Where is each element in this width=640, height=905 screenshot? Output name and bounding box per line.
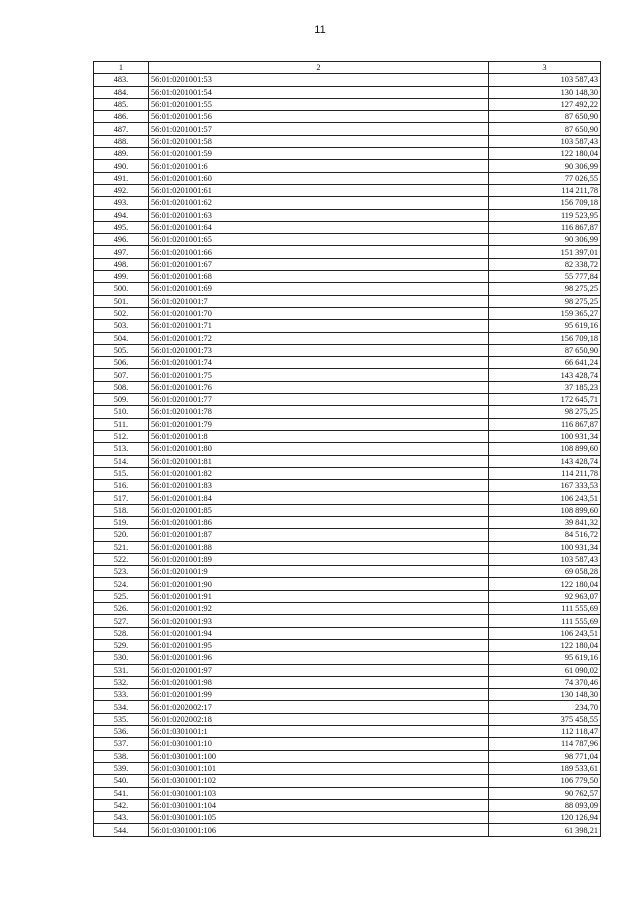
cadastral-number-cell: 56:01:0202002:18: [149, 713, 489, 725]
row-number-cell: 507.: [94, 369, 149, 381]
row-number-cell: 505.: [94, 344, 149, 356]
row-number-cell: 528.: [94, 627, 149, 639]
table-row: [94, 148, 601, 160]
table-row: [94, 541, 601, 553]
row-number-cell: 523.: [94, 566, 149, 578]
value-cell: 87 650,90: [489, 111, 601, 123]
row-number-cell: 499.: [94, 271, 149, 283]
cadastral-number-cell: 56:01:0201001:81: [149, 455, 489, 467]
value-cell: 61 090,02: [489, 664, 601, 676]
table-row: [94, 762, 601, 774]
value-cell: 82 338,72: [489, 258, 601, 270]
cadastral-number-cell: 56:01:0201001:9: [149, 566, 489, 578]
table-row: [94, 492, 601, 504]
cadastral-number-cell: 56:01:0201001:89: [149, 553, 489, 565]
cadastral-number-cell: 56:01:0201001:56: [149, 111, 489, 123]
table-row: [94, 295, 601, 307]
cadastral-number-cell: 56:01:0201001:98: [149, 676, 489, 688]
cadastral-number-cell: 56:01:0201001:68: [149, 271, 489, 283]
value-cell: 106 243,51: [489, 627, 601, 639]
table-row: [94, 726, 601, 738]
row-number-cell: 484.: [94, 86, 149, 98]
row-number-cell: 543.: [94, 812, 149, 824]
column-header-1: 1: [94, 62, 149, 74]
cadastral-number-cell: 56:01:0201001:78: [149, 406, 489, 418]
value-cell: 98 771,04: [489, 750, 601, 762]
value-cell: 66 641,24: [489, 357, 601, 369]
row-number-cell: 493.: [94, 197, 149, 209]
value-cell: 87 650,90: [489, 344, 601, 356]
value-cell: 120 126,94: [489, 812, 601, 824]
cadastral-number-cell: 56:01:0201001:71: [149, 320, 489, 332]
table-row: [94, 74, 601, 86]
row-number-cell: 485.: [94, 98, 149, 110]
cadastral-number-cell: 56:01:0201001:93: [149, 615, 489, 627]
value-cell: 77 026,55: [489, 172, 601, 184]
table-row: [94, 480, 601, 492]
value-cell: 122 180,04: [489, 578, 601, 590]
value-cell: 37 185,23: [489, 381, 601, 393]
cadastral-number-cell: 56:01:0201001:63: [149, 209, 489, 221]
cadastral-number-cell: 56:01:0201001:82: [149, 467, 489, 479]
row-number-cell: 537.: [94, 738, 149, 750]
table-row: [94, 344, 601, 356]
value-cell: 112 118,47: [489, 726, 601, 738]
table-row: [94, 578, 601, 590]
value-cell: 127 492,22: [489, 98, 601, 110]
value-cell: 130 148,30: [489, 86, 601, 98]
table-row: [94, 418, 601, 430]
table-row: [94, 184, 601, 196]
row-number-cell: 540.: [94, 775, 149, 787]
row-number-cell: 521.: [94, 541, 149, 553]
cadastral-number-cell: 56:01:0301001:103: [149, 787, 489, 799]
row-number-cell: 502.: [94, 307, 149, 319]
value-cell: 119 523,95: [489, 209, 601, 221]
row-number-cell: 532.: [94, 676, 149, 688]
row-number-cell: 508.: [94, 381, 149, 393]
cadastral-number-cell: 56:01:0301001:102: [149, 775, 489, 787]
cadastral-number-cell: 56:01:0201001:65: [149, 234, 489, 246]
row-number-cell: 531.: [94, 664, 149, 676]
table-row: [94, 504, 601, 516]
cadastral-number-cell: 56:01:0301001:105: [149, 812, 489, 824]
cadastral-number-cell: 56:01:0301001:101: [149, 762, 489, 774]
row-number-cell: 542.: [94, 799, 149, 811]
table-row: [94, 320, 601, 332]
page-number: 11: [314, 24, 326, 36]
row-number-cell: 520.: [94, 529, 149, 541]
value-cell: 100 931,34: [489, 541, 601, 553]
table-row: [94, 271, 601, 283]
table-row: [94, 615, 601, 627]
row-number-cell: 518.: [94, 504, 149, 516]
cadastral-number-cell: 56:01:0201001:94: [149, 627, 489, 639]
cadastral-number-cell: 56:01:0201001:80: [149, 443, 489, 455]
table-row: [94, 406, 601, 418]
table-row: [94, 787, 601, 799]
value-cell: 151 397,01: [489, 246, 601, 258]
value-cell: 122 180,04: [489, 639, 601, 651]
cadastral-number-cell: 56:01:0301001:104: [149, 799, 489, 811]
table-row: [94, 603, 601, 615]
table-row: [94, 455, 601, 467]
table-row: [94, 234, 601, 246]
table-row: [94, 332, 601, 344]
cadastral-number-cell: 56:01:0201001:61: [149, 184, 489, 196]
row-number-cell: 506.: [94, 357, 149, 369]
row-number-cell: 544.: [94, 824, 149, 836]
table-row: [94, 689, 601, 701]
value-cell: 95 619,16: [489, 652, 601, 664]
value-cell: 108 899,60: [489, 443, 601, 455]
table-row: [94, 738, 601, 750]
value-cell: 103 587,43: [489, 74, 601, 86]
row-number-cell: 512.: [94, 430, 149, 442]
cadastral-value-table: [93, 61, 601, 837]
cadastral-number-cell: 56:01:0201001:84: [149, 492, 489, 504]
table-header-row: [94, 62, 601, 74]
value-cell: 103 587,43: [489, 553, 601, 565]
value-cell: 98 275,25: [489, 406, 601, 418]
value-cell: 84 516,72: [489, 529, 601, 541]
table-row: [94, 701, 601, 713]
row-number-cell: 500.: [94, 283, 149, 295]
value-cell: 167 333,53: [489, 480, 601, 492]
table-row: [94, 443, 601, 455]
column-header-3: 3: [489, 62, 601, 74]
cadastral-number-cell: 56:01:0201001:79: [149, 418, 489, 430]
cadastral-number-cell: 56:01:0201001:62: [149, 197, 489, 209]
cadastral-number-cell: 56:01:0201001:69: [149, 283, 489, 295]
value-cell: 55 777,84: [489, 271, 601, 283]
value-cell: 90 762,57: [489, 787, 601, 799]
cadastral-number-cell: 56:01:0201001:75: [149, 369, 489, 381]
table-row: [94, 775, 601, 787]
value-cell: 116 867,87: [489, 221, 601, 233]
table-row: [94, 135, 601, 147]
cadastral-number-cell: 56:01:0201001:60: [149, 172, 489, 184]
value-cell: 61 398,21: [489, 824, 601, 836]
value-cell: 98 275,25: [489, 283, 601, 295]
row-number-cell: 504.: [94, 332, 149, 344]
row-number-cell: 515.: [94, 467, 149, 479]
row-number-cell: 538.: [94, 750, 149, 762]
row-number-cell: 492.: [94, 184, 149, 196]
row-number-cell: 510.: [94, 406, 149, 418]
cadastral-number-cell: 56:01:0201001:55: [149, 98, 489, 110]
table-row: [94, 197, 601, 209]
row-number-cell: 509.: [94, 394, 149, 406]
value-cell: 114 787,96: [489, 738, 601, 750]
row-number-cell: 498.: [94, 258, 149, 270]
cadastral-number-cell: 56:01:0201001:90: [149, 578, 489, 590]
value-cell: 130 148,30: [489, 689, 601, 701]
row-number-cell: 536.: [94, 726, 149, 738]
table-row: [94, 123, 601, 135]
cadastral-number-cell: 56:01:0201001:85: [149, 504, 489, 516]
cadastral-number-cell: 56:01:0201001:54: [149, 86, 489, 98]
cadastral-number-cell: 56:01:0201001:8: [149, 430, 489, 442]
column-header-2: 2: [149, 62, 489, 74]
cadastral-number-cell: 56:01:0201001:77: [149, 394, 489, 406]
value-cell: 143 428,74: [489, 369, 601, 381]
table-row: [94, 98, 601, 110]
table-row: [94, 799, 601, 811]
cadastral-number-cell: 56:01:0201001:83: [149, 480, 489, 492]
table-row: [94, 553, 601, 565]
cadastral-number-cell: 56:01:0201001:91: [149, 590, 489, 602]
table-row: [94, 258, 601, 270]
row-number-cell: 526.: [94, 603, 149, 615]
row-number-cell: 534.: [94, 701, 149, 713]
row-number-cell: 491.: [94, 172, 149, 184]
table-row: [94, 529, 601, 541]
table-row: [94, 307, 601, 319]
table-row: [94, 246, 601, 258]
row-number-cell: 527.: [94, 615, 149, 627]
value-cell: 106 243,51: [489, 492, 601, 504]
row-number-cell: 535.: [94, 713, 149, 725]
cadastral-number-cell: 56:01:0202002:17: [149, 701, 489, 713]
value-cell: 172 645,71: [489, 394, 601, 406]
row-number-cell: 486.: [94, 111, 149, 123]
row-number-cell: 525.: [94, 590, 149, 602]
row-number-cell: 516.: [94, 480, 149, 492]
cadastral-number-cell: 56:01:0201001:70: [149, 307, 489, 319]
table-row: [94, 430, 601, 442]
cadastral-number-cell: 56:01:0301001:10: [149, 738, 489, 750]
value-cell: 159 365,27: [489, 307, 601, 319]
cadastral-number-cell: 56:01:0201001:96: [149, 652, 489, 664]
cadastral-number-cell: 56:01:0301001:100: [149, 750, 489, 762]
value-cell: 143 428,74: [489, 455, 601, 467]
value-cell: 92 963,07: [489, 590, 601, 602]
cadastral-number-cell: 56:01:0201001:99: [149, 689, 489, 701]
row-number-cell: 490.: [94, 160, 149, 172]
table-row: [94, 652, 601, 664]
cadastral-number-cell: 56:01:0201001:88: [149, 541, 489, 553]
table-row: [94, 812, 601, 824]
value-cell: 88 093,09: [489, 799, 601, 811]
value-cell: 234,70: [489, 701, 601, 713]
cadastral-number-cell: 56:01:0301001:1: [149, 726, 489, 738]
row-number-cell: 511.: [94, 418, 149, 430]
cadastral-number-cell: 56:01:0201001:64: [149, 221, 489, 233]
table-row: [94, 86, 601, 98]
value-cell: 95 619,16: [489, 320, 601, 332]
cadastral-number-cell: 56:01:0201001:73: [149, 344, 489, 356]
value-cell: 111 555,69: [489, 603, 601, 615]
table-row: [94, 639, 601, 651]
cadastral-number-cell: 56:01:0201001:86: [149, 516, 489, 528]
table-row: [94, 713, 601, 725]
value-cell: 98 275,25: [489, 295, 601, 307]
table-row: [94, 824, 601, 836]
value-cell: 114 211,78: [489, 467, 601, 479]
row-number-cell: 495.: [94, 221, 149, 233]
table-row: [94, 221, 601, 233]
row-number-cell: 487.: [94, 123, 149, 135]
row-number-cell: 514.: [94, 455, 149, 467]
value-cell: 74 370,46: [489, 676, 601, 688]
row-number-cell: 488.: [94, 135, 149, 147]
table-row: [94, 357, 601, 369]
cadastral-number-cell: 56:01:0201001:76: [149, 381, 489, 393]
table-row: [94, 172, 601, 184]
value-cell: 156 709,18: [489, 332, 601, 344]
value-cell: 116 867,87: [489, 418, 601, 430]
row-number-cell: 496.: [94, 234, 149, 246]
table-row: [94, 627, 601, 639]
cadastral-number-cell: 56:01:0201001:57: [149, 123, 489, 135]
value-cell: 106 779,50: [489, 775, 601, 787]
row-number-cell: 483.: [94, 74, 149, 86]
cadastral-number-cell: 56:01:0201001:53: [149, 74, 489, 86]
value-cell: 103 587,43: [489, 135, 601, 147]
value-cell: 87 650,90: [489, 123, 601, 135]
value-cell: 69 058,28: [489, 566, 601, 578]
row-number-cell: 533.: [94, 689, 149, 701]
row-number-cell: 524.: [94, 578, 149, 590]
cadastral-number-cell: 56:01:0201001:58: [149, 135, 489, 147]
table-row: [94, 209, 601, 221]
value-cell: 375 458,55: [489, 713, 601, 725]
row-number-cell: 519.: [94, 516, 149, 528]
row-number-cell: 522.: [94, 553, 149, 565]
value-cell: 108 899,60: [489, 504, 601, 516]
table-row: [94, 516, 601, 528]
table-row: [94, 283, 601, 295]
cadastral-number-cell: 56:01:0201001:92: [149, 603, 489, 615]
value-cell: 39 841,32: [489, 516, 601, 528]
cadastral-number-cell: 56:01:0201001:7: [149, 295, 489, 307]
value-cell: 90 306,99: [489, 234, 601, 246]
value-cell: 189 533,61: [489, 762, 601, 774]
table-row: [94, 369, 601, 381]
row-number-cell: 517.: [94, 492, 149, 504]
value-cell: 100 931,34: [489, 430, 601, 442]
table-row: [94, 394, 601, 406]
cadastral-number-cell: 56:01:0201001:66: [149, 246, 489, 258]
row-number-cell: 529.: [94, 639, 149, 651]
table-row: [94, 676, 601, 688]
value-cell: 114 211,78: [489, 184, 601, 196]
value-cell: 111 555,69: [489, 615, 601, 627]
table-row: [94, 664, 601, 676]
row-number-cell: 539.: [94, 762, 149, 774]
value-cell: 90 306,99: [489, 160, 601, 172]
table-row: [94, 566, 601, 578]
table-row: [94, 750, 601, 762]
cadastral-number-cell: 56:01:0201001:72: [149, 332, 489, 344]
row-number-cell: 501.: [94, 295, 149, 307]
row-number-cell: 497.: [94, 246, 149, 258]
cadastral-number-cell: 56:01:0201001:74: [149, 357, 489, 369]
row-number-cell: 503.: [94, 320, 149, 332]
row-number-cell: 530.: [94, 652, 149, 664]
table-row: [94, 381, 601, 393]
row-number-cell: 494.: [94, 209, 149, 221]
table-row: [94, 467, 601, 479]
row-number-cell: 541.: [94, 787, 149, 799]
cadastral-number-cell: 56:01:0201001:97: [149, 664, 489, 676]
cadastral-number-cell: 56:01:0201001:6: [149, 160, 489, 172]
cadastral-number-cell: 56:01:0301001:106: [149, 824, 489, 836]
value-cell: 156 709,18: [489, 197, 601, 209]
row-number-cell: 489.: [94, 148, 149, 160]
table-row: [94, 590, 601, 602]
table-row: [94, 111, 601, 123]
cadastral-number-cell: 56:01:0201001:67: [149, 258, 489, 270]
table-row: [94, 160, 601, 172]
value-cell: 122 180,04: [489, 148, 601, 160]
cadastral-number-cell: 56:01:0201001:95: [149, 639, 489, 651]
cadastral-number-cell: 56:01:0201001:59: [149, 148, 489, 160]
cadastral-number-cell: 56:01:0201001:87: [149, 529, 489, 541]
row-number-cell: 513.: [94, 443, 149, 455]
